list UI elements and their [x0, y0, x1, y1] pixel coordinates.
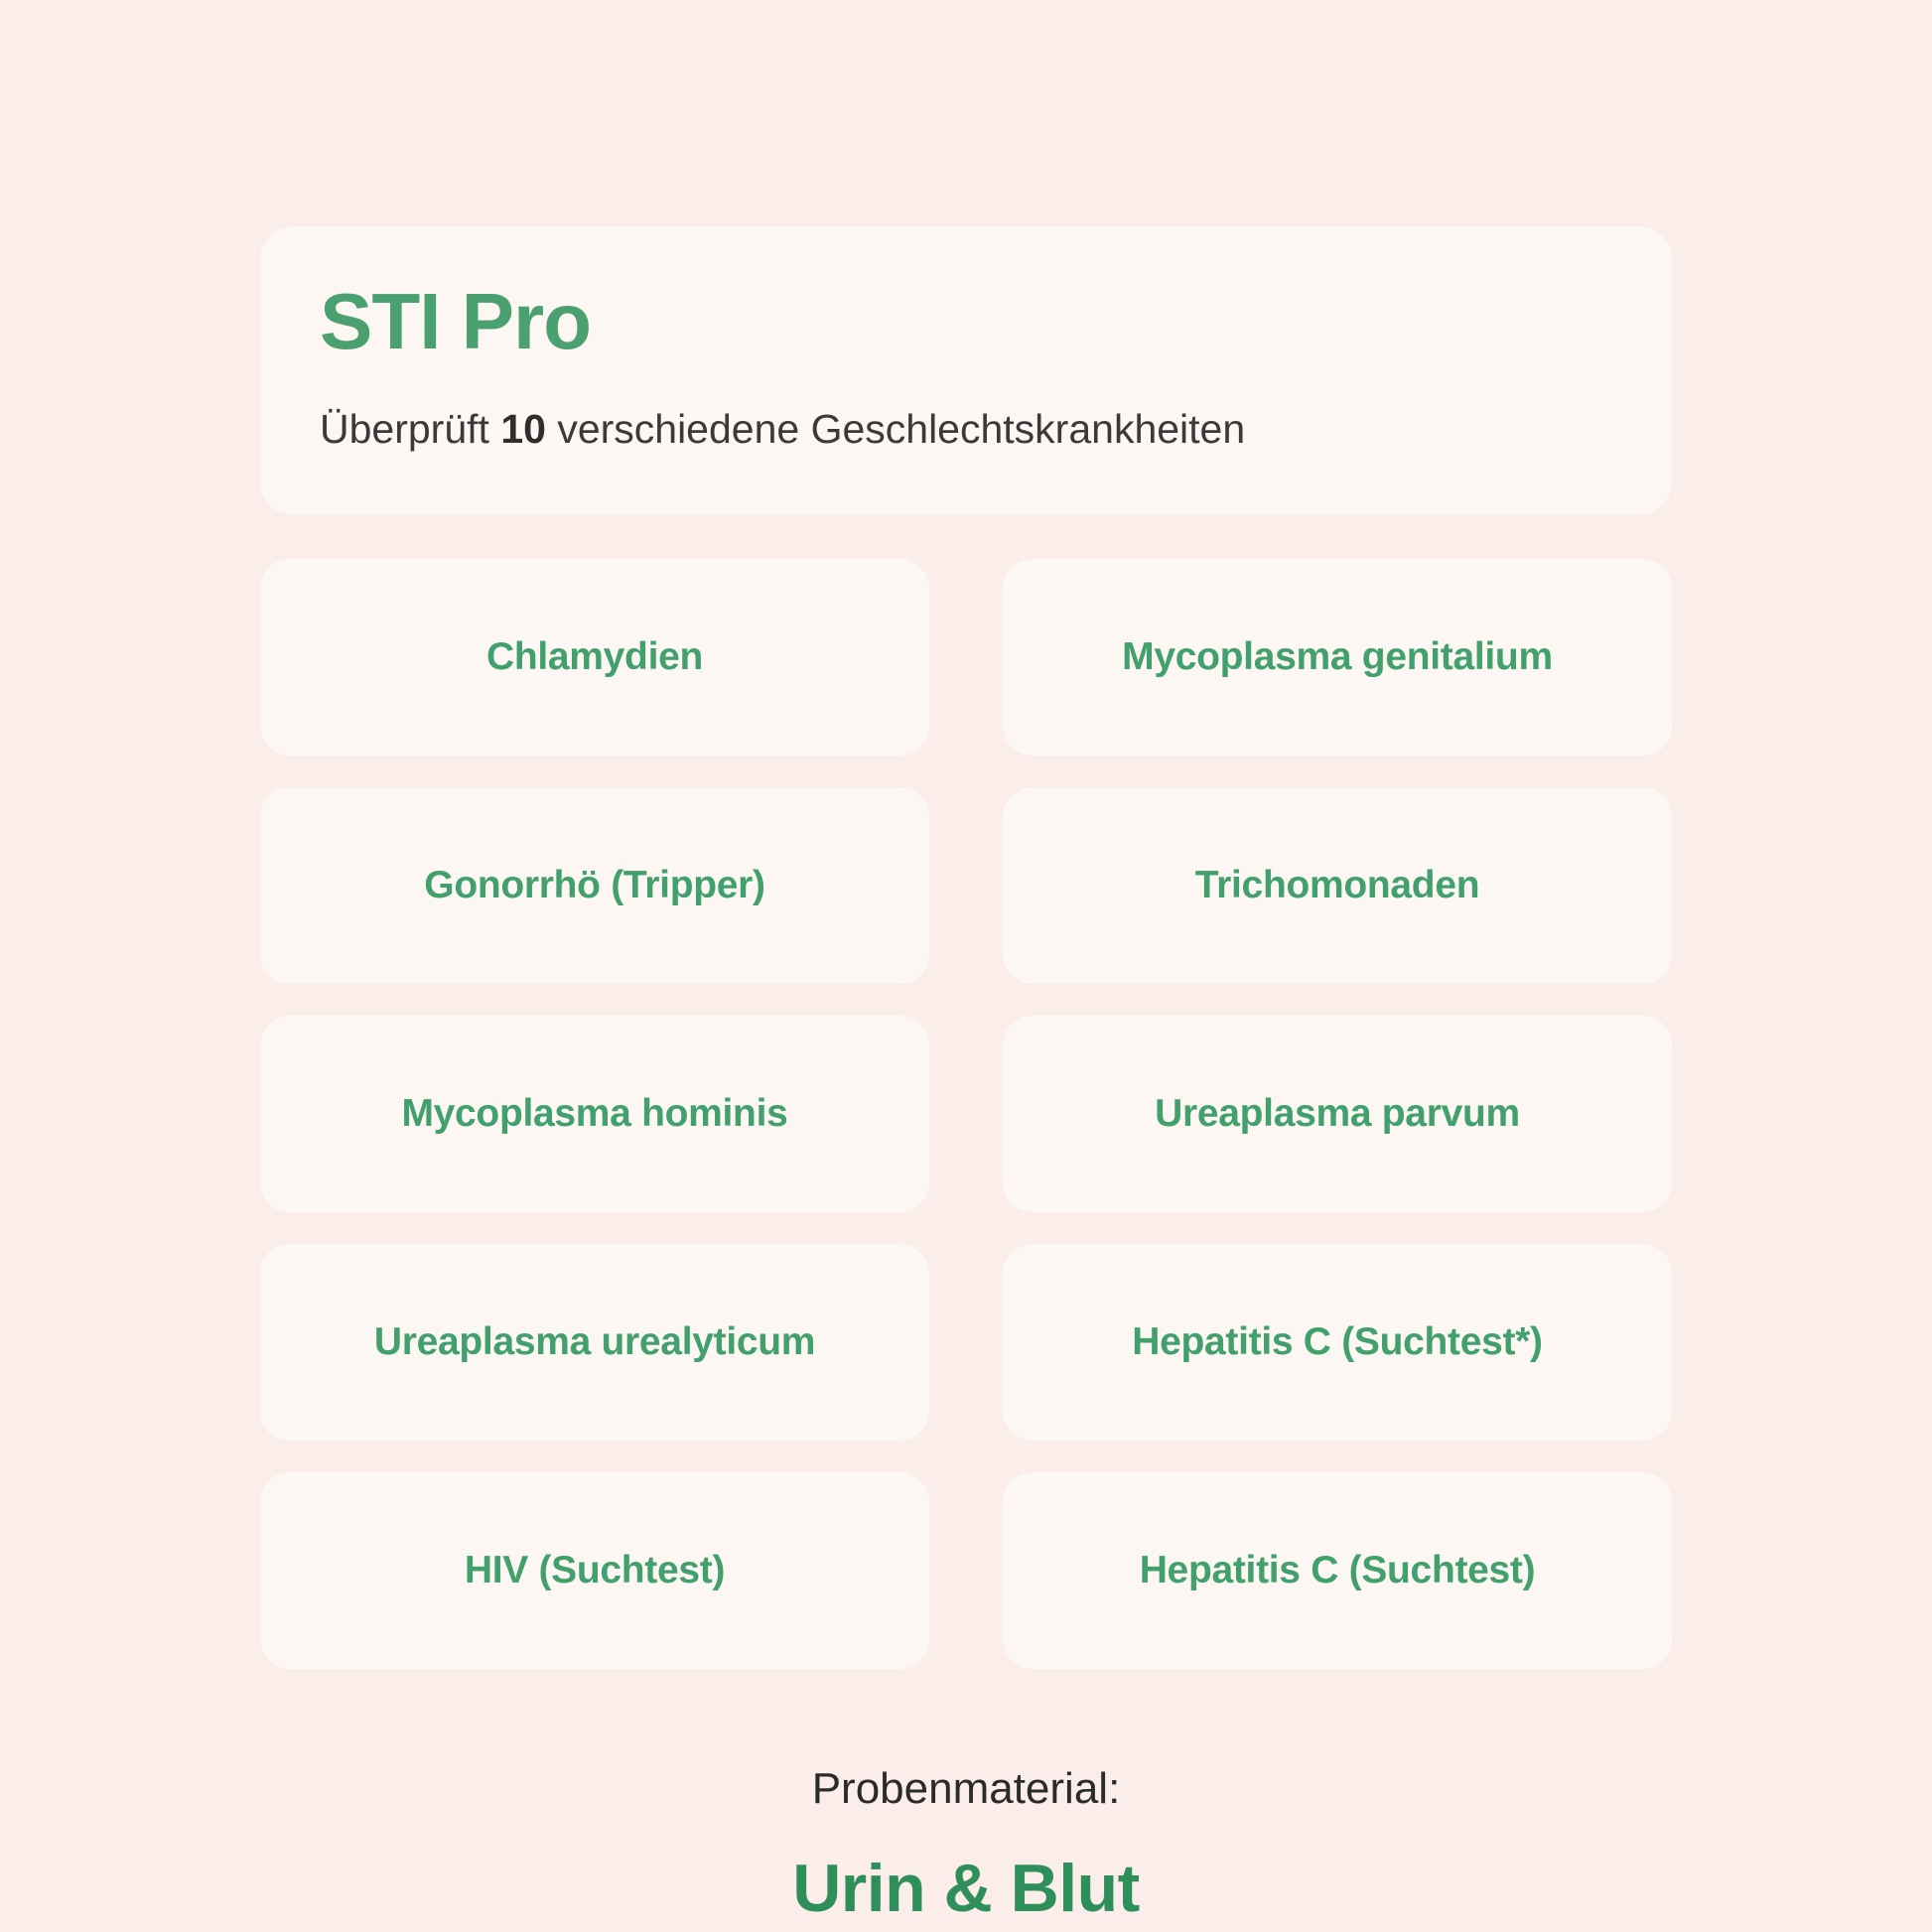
test-card — [1003, 1472, 1672, 1669]
test-card — [260, 787, 929, 984]
test-card — [260, 559, 929, 756]
test-card-label: Ureaplasma parvum — [1155, 1091, 1520, 1135]
sample-material-section — [260, 1764, 1672, 1927]
test-card — [1003, 1244, 1672, 1441]
test-card-label: Hepatitis C (Suchtest*) — [1132, 1319, 1543, 1363]
header-card — [260, 226, 1672, 515]
test-grid — [260, 559, 1672, 1669]
test-card-label: Chlamydien — [485, 634, 704, 678]
test-card — [1003, 787, 1672, 984]
subtitle-prefix: Überprüft — [320, 406, 501, 452]
test-card — [260, 1016, 929, 1212]
sample-material-value: Urin & Blut — [792, 1851, 1140, 1927]
test-card-label: Mycoplasma hominis — [401, 1091, 788, 1135]
test-card-label: Gonorrhö (Tripper) — [424, 863, 765, 906]
test-card — [260, 1472, 929, 1669]
subtitle-suffix: verschiedene Geschlechtskrankheiten — [545, 406, 1246, 452]
subtitle-count: 10 — [500, 406, 546, 452]
test-card-label: Mycoplasma genitalium — [1122, 634, 1553, 678]
page-title: STI Pro — [320, 277, 592, 365]
page-subtitle — [320, 405, 1612, 454]
sample-material-label: Probenmaterial: — [811, 1764, 1121, 1814]
test-card — [1003, 1016, 1672, 1212]
test-card-label: HIV (Suchtest) — [464, 1548, 726, 1591]
test-card — [1003, 559, 1672, 756]
test-card-label: Ureaplasma urealyticum — [373, 1319, 816, 1363]
test-card-label: Trichomonaden — [1194, 863, 1480, 906]
test-card-label: Hepatitis C (Suchtest) — [1139, 1548, 1536, 1591]
test-card — [260, 1244, 929, 1441]
